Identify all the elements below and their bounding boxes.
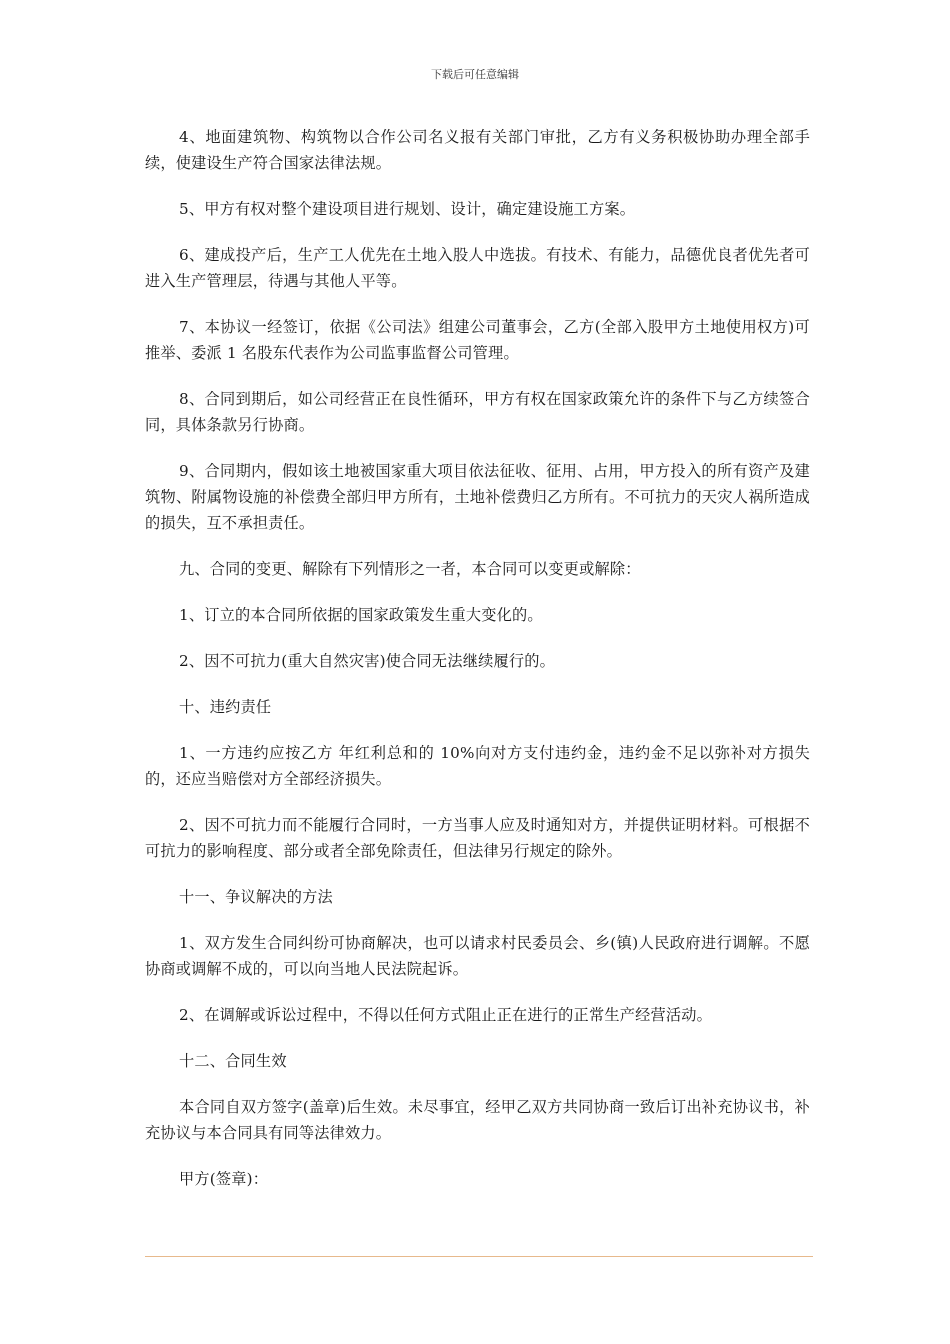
page-header: 下载后可任意编辑 <box>431 68 519 81</box>
clause-9: 9、合同期内，假如该土地被国家重大项目依法征收、征用、占用，甲方投入的所有资产及建筑物、附属物设施的补偿费全部归甲方所有，土地补偿费归乙方所有。不可抗力的天灾人祸所造成的损失，互不承担责任。 <box>145 462 810 532</box>
section-12-heading: 十二、合同生效 <box>179 1052 287 1070</box>
section-9-item-2: 2、因不可抗力(重大自然灾害)使合同无法继续履行的。 <box>179 652 556 670</box>
section-11-heading: 十一、争议解决的方法 <box>179 888 333 906</box>
party-a-signature-label: 甲方(签章)： <box>179 1170 269 1188</box>
clause-6: 6、建成投产后，生产工人优先在土地入股人中选拔。有技术、有能力，品德优良者优先者可进入生产管理层，待遇与其他人平等。 <box>145 246 810 290</box>
clause-5: 5、甲方有权对整个建设项目进行规划、设计，确定建设施工方案。 <box>179 200 636 218</box>
footer-divider <box>145 1256 813 1257</box>
section-9-item-1: 1、订立的本合同所依据的国家政策发生重大变化的。 <box>179 606 543 624</box>
section-9-heading: 九、合同的变更、解除有下列情形之一者，本合同可以变更或解除： <box>179 560 641 578</box>
clause-4: 4、地面建筑物、构筑物以合作公司名义报有关部门审批，乙方有义务积极协助办理全部手续，使建设生产符合国家法律法规。 <box>145 128 810 172</box>
document-body <box>145 124 810 1212</box>
section-10-heading: 十、违约责任 <box>179 698 272 716</box>
clause-8: 8、合同到期后，如公司经营正在良性循环，甲方有权在国家政策允许的条件下与乙方续签合同，具体条款另行协商。 <box>145 390 810 434</box>
section-12-body: 本合同自双方签字(盖章)后生效。未尽事宜，经甲乙双方共同协商一致后订出补充协议书，补充协议与本合同具有同等法律效力。 <box>145 1098 810 1142</box>
section-11-item-1: 1、双方发生合同纠纷可协商解决，也可以请求村民委员会、乡(镇)人民政府进行调解。不愿协商或调解不成的，可以向当地人民法院起诉。 <box>145 934 810 978</box>
section-11-item-2: 2、在调解或诉讼过程中，不得以任何方式阻止正在进行的正常生产经营活动。 <box>179 1006 713 1024</box>
section-10-item-1: 1、一方违约应按乙方 年红利总和的 10%向对方支付违约金，违约金不足以弥补对方损失的，还应当赔偿对方全部经济损失。 <box>145 744 810 788</box>
section-10-item-2: 2、因不可抗力而不能履行合同时，一方当事人应及时通知对方，并提供证明材料。可根据不可抗力的影响程度、部分或者全部免除责任，但法律另行规定的除外。 <box>145 816 810 860</box>
clause-7: 7、本协议一经签订，依据《公司法》组建公司董事会，乙方(全部入股甲方土地使用权方)可推举、委派 1 名股东代表作为公司监事监督公司管理。 <box>145 318 810 362</box>
